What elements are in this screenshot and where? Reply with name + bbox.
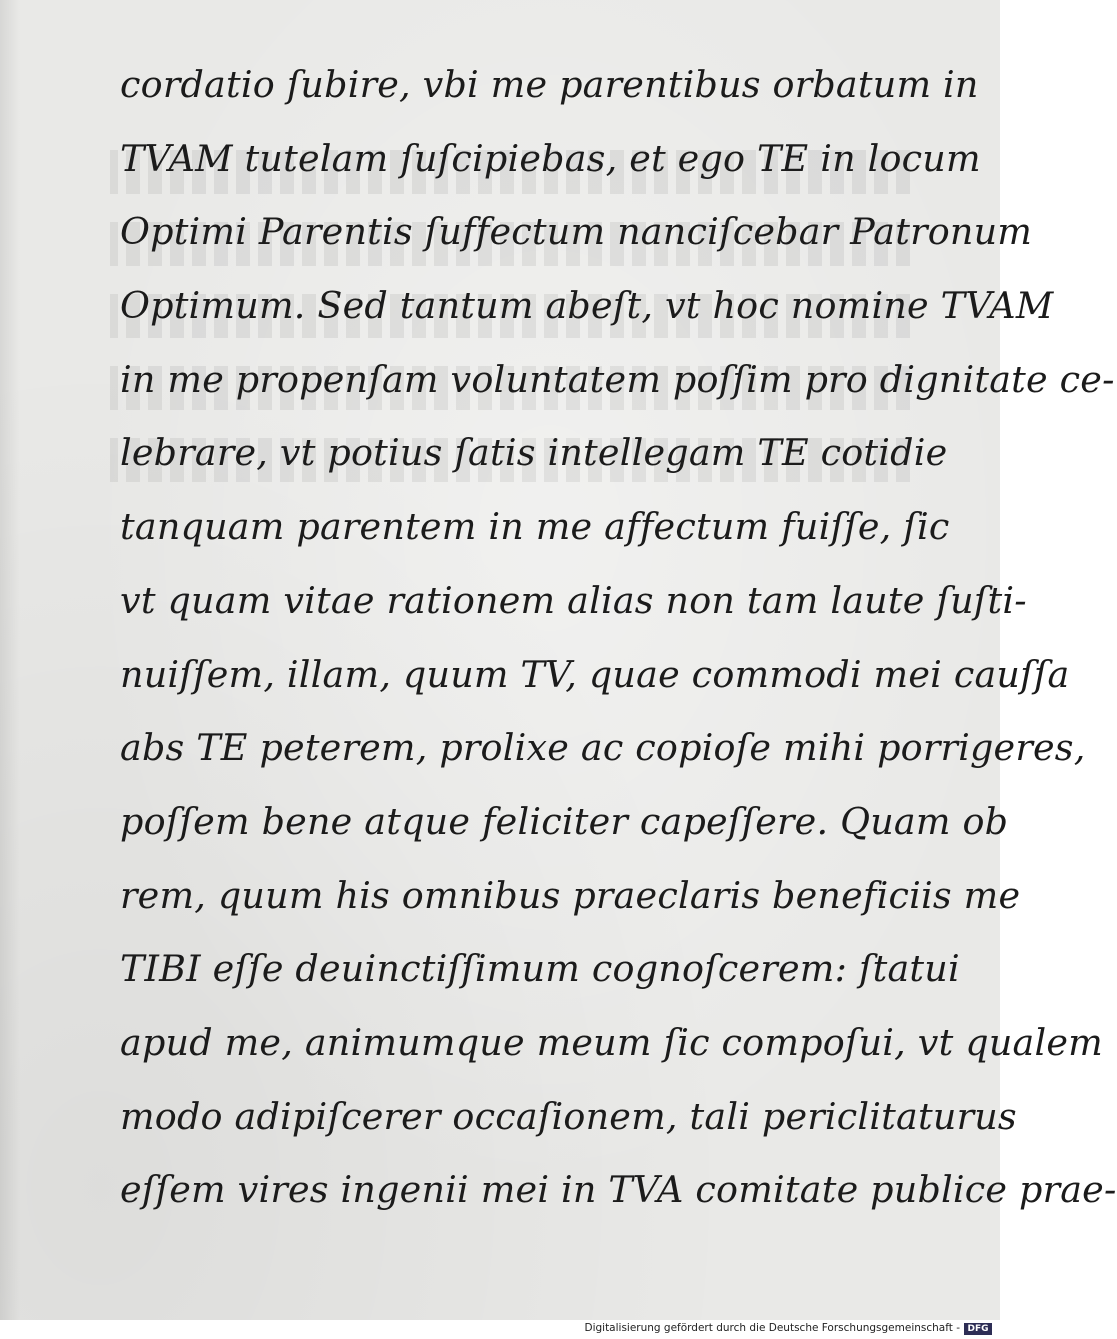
text-line: eſſem vires ingenii mei in TVA comitate publice prae-	[120, 1168, 1117, 1212]
text-line: rem, quum his omnibus praeclaris beneficiis me	[120, 873, 1021, 917]
text-line: Optimum. Sed tantum abeſt, vt hoc nomine TVAM	[120, 284, 1054, 328]
body-text	[120, 48, 1117, 1227]
text-line: apud me, animumque meum ſic compoſui, vt qualem	[120, 1020, 1103, 1064]
text-line: TIBI eſſe deuinctiſſimum cognoſcerem: ſtatui	[120, 947, 960, 991]
digitization-footer	[0, 1320, 1000, 1339]
text-line: in me propenſam voluntatem poſſim pro dignitate ce-	[120, 357, 1115, 401]
text-line: lebrare, vt potius ſatis intellegam TE cotidie	[120, 431, 948, 475]
text-line: TVAM tutelam ſuſcipiebas, et ego TE in locum	[120, 136, 981, 180]
text-line: cordatio ſubire, vbi me parentibus orbatum in	[120, 63, 979, 106]
text-line: Optimi Parentis ſuffectum nanciſcebar Patronum	[120, 210, 1033, 254]
dfg-logo-icon: DFG	[964, 1323, 992, 1335]
text-line: vt quam vitae rationem alias non tam laute ſuſti-	[120, 578, 1027, 622]
page-edge-shadow	[0, 0, 20, 1320]
text-line: modo adipiſcerer occaſionem, tali periclitaturus	[120, 1094, 1017, 1138]
text-line: abs TE peterem, prolixe ac copioſe mihi porrigeres,	[120, 726, 1086, 770]
text-line: nuiſſem, illam, quum TV, quae commodi mei cauſſa	[120, 652, 1070, 696]
text-line: poſſem bene atque feliciter capeſſere. Quam ob	[120, 799, 1009, 843]
funding-notice: Digitalisierung gefördert durch die Deutsche Forschungsgemeinschaft -	[584, 1322, 960, 1334]
text-line: tanquam parentem in me affectum fuiſſe, ſic	[120, 505, 950, 549]
